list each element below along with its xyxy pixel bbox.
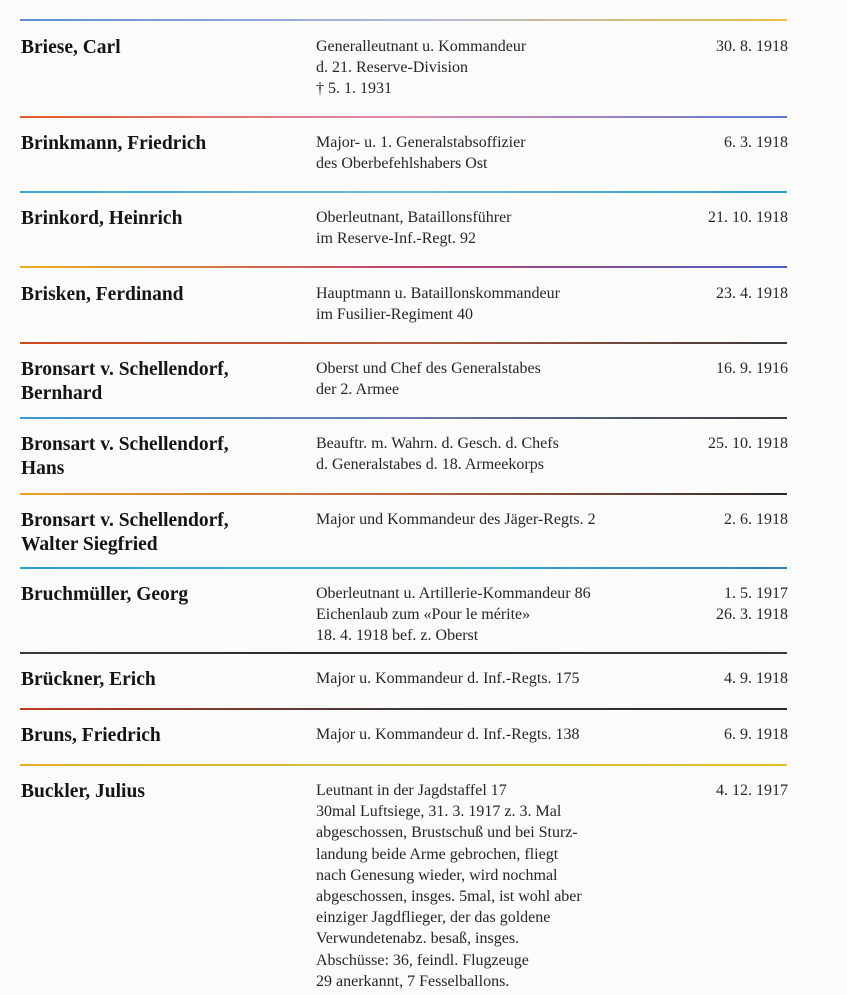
person-name: Bronsart v. Schellendorf, Bernhard <box>21 359 229 404</box>
person-name: Bronsart v. Schellendorf, Hans <box>21 434 229 479</box>
rank-description: Major und Kommandeur des Jäger-Regts. 2 <box>316 511 596 528</box>
person-name: Brinkord, Heinrich <box>21 208 183 229</box>
person-name: Brisken, Ferdinand <box>21 284 184 305</box>
rank-description: Major- u. 1. Generalstabsoffizier des Oberbefehlshabers Ost <box>316 134 526 173</box>
person-name: Bronsart v. Schellendorf, Walter Siegfried <box>21 510 229 555</box>
rank-description: Oberst und Chef des Generalstabes der 2. Armee <box>316 360 541 399</box>
separator-line <box>20 493 787 495</box>
separator-line <box>20 19 787 21</box>
rank-description: Hauptmann u. Bataillonskommandeur im Fusilier-Regiment 40 <box>316 285 560 324</box>
award-date: 4. 9. 1918 <box>724 670 788 687</box>
separator-line <box>20 342 787 344</box>
award-date: 6. 3. 1918 <box>724 134 788 151</box>
award-date: 30. 8. 1918 <box>716 38 788 55</box>
award-date: 21. 10. 1918 <box>708 209 788 226</box>
award-date: 25. 10. 1918 <box>708 435 788 452</box>
person-name: Briese, Carl <box>21 37 121 58</box>
separator-line <box>20 567 787 569</box>
award-date: 1. 5. 1917 26. 3. 1918 <box>716 585 788 624</box>
separator-line <box>20 764 787 766</box>
rank-description: Generalleutnant u. Kommandeur d. 21. Reserve-Division † 5. 1. 1931 <box>316 38 527 98</box>
person-name: Brückner, Erich <box>21 669 156 690</box>
separator-line <box>20 708 787 710</box>
separator-line <box>20 417 787 419</box>
separator-line <box>20 652 787 654</box>
rank-description: Oberleutnant, Bataillonsführer im Reserve-Inf.-Regt. 92 <box>316 209 512 248</box>
award-date: 4. 12. 1917 <box>716 782 788 799</box>
separator-line <box>20 266 787 268</box>
rank-description: Oberleutnant u. Artillerie-Kommandeur 86 Eichenlaub zum «Pour le mérite» 18. 4. 1918 bef. z. Oberst <box>316 585 591 645</box>
award-date: 6. 9. 1918 <box>724 726 788 743</box>
award-date: 23. 4. 1918 <box>716 285 788 302</box>
person-name: Brinkmann, Friedrich <box>21 133 207 154</box>
rank-description: Beauftr. m. Wahrn. d. Gesch. d. Chefs d. Generalstabes d. 18. Armeekorps <box>316 435 559 474</box>
person-name: Bruchmüller, Georg <box>21 584 189 605</box>
person-name: Bruns, Friedrich <box>21 725 161 746</box>
rank-description: Leutnant in der Jagdstaffel 17 30mal Luftsiege, 31. 3. 1917 z. 3. Mal abgeschossen, Brustschuß und bei Sturz- landung beide Arme gebrochen, fliegt nach Genesung wieder, wird nochmal abgeschossen, insges. 5mal, ist wohl aber einziger Jagdflieger, der das goldene Verwundetenabz. besaß, insges. Abschüsse: 36, feindl. Flugzeuge 29 anerkannt, 7 Fesselballons. <box>316 782 582 990</box>
person-name: Buckler, Julius <box>21 781 145 802</box>
award-date: 16. 9. 1916 <box>716 360 788 377</box>
separator-line <box>20 116 787 118</box>
award-date: 2. 6. 1918 <box>724 511 788 528</box>
rank-description: Major u. Kommandeur d. Inf.-Regts. 175 <box>316 670 580 687</box>
separator-line <box>20 191 787 193</box>
rank-description: Major u. Kommandeur d. Inf.-Regts. 138 <box>316 726 580 743</box>
